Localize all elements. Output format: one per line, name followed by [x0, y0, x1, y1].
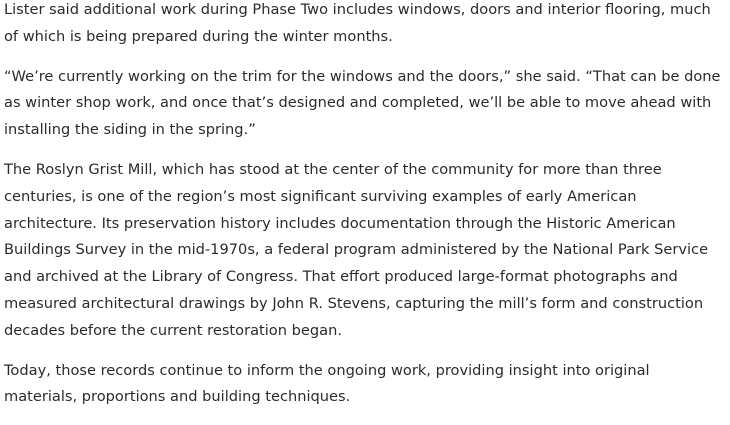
paragraph-lister-quote: “We’re currently working on the trim for the windows and the doors,” she said. “That can be done as winter shop work, and once that’s designed and completed, we’ll be able to move ahead with installing the siding in the spring.” [4, 67, 721, 139]
paragraph-records-today: Today, those records continue to inform the ongoing work, providing insight into original materials, proportions and building techniques. [4, 361, 650, 406]
paragraph-mill-history: The Roslyn Grist Mill, which has stood at the center of the community for more than three centuries, is one of the region’s most significant surviving examples of early American architecture. Its preservation history includes documentation through the Historic American Buildings Survey in the mid-1970s, a federal program administered by the National Park Service and archived at the Library of Congress. That effort produced large-format photographs and measured architectural drawings by John R. Stevens, capturing the mill’s form and construction decades before the current restoration began. [4, 160, 709, 339]
paragraph-phase-two-work: Lister said additional work during Phase Two includes windows, doors and interior flooring, much of which is being prepared during the winter months. [4, 1, 711, 45]
